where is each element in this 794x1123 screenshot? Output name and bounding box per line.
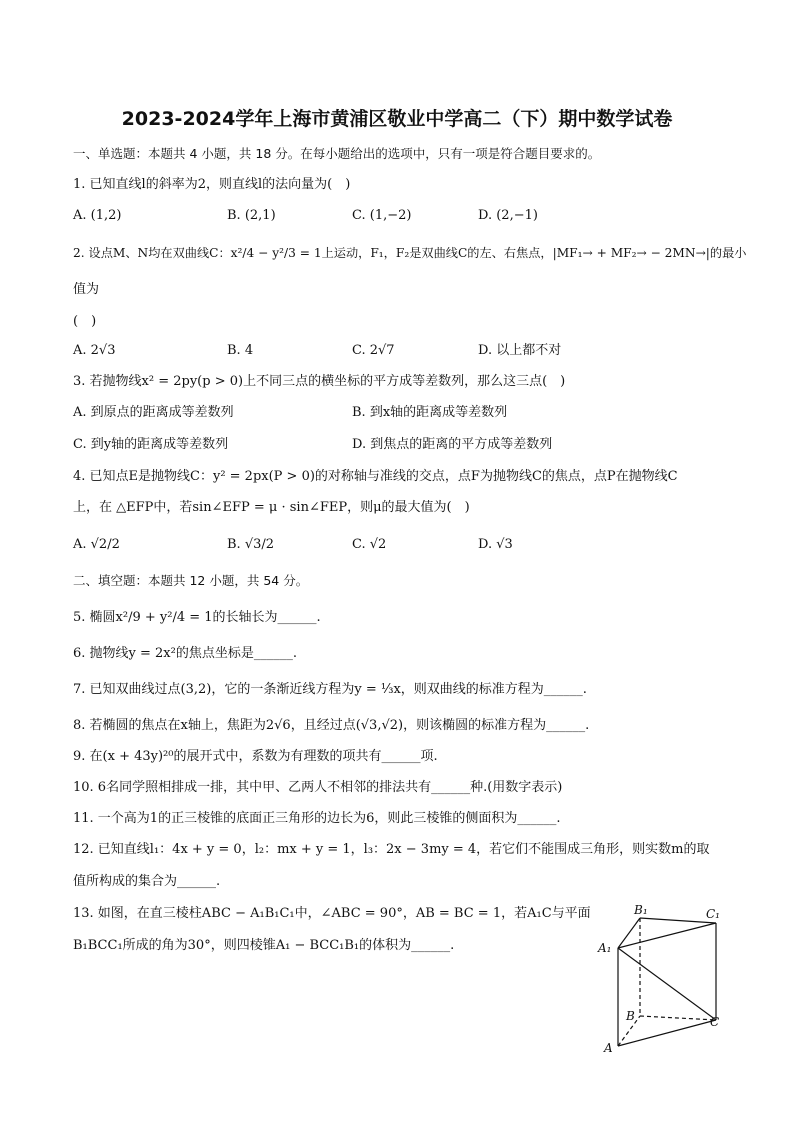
- question-2-stem: 2. 设点M、N均在双曲线C：x²/4 − y²/3 = 1上运动，F₁，F₂是双曲线C的左、右焦点，|MF₁→ + MF₂→ − 2MN→|的最小: [73, 246, 747, 260]
- q3-option-b: B. 到x轴的距离成等差数列: [352, 405, 508, 420]
- question-4-stem-cont: 上，在 △EFP中，若sin∠EFP = μ · sin∠FEP，则μ的最大值为( ): [73, 500, 470, 515]
- label-c1: C₁: [706, 907, 720, 921]
- label-c: C: [710, 1015, 720, 1029]
- question-3-stem: 3. 若抛物线x² = 2py(p > 0)上不同三点的横坐标的平方成等差数列，那么这三点( ): [73, 374, 566, 389]
- q2-option-b: B. 4: [227, 343, 254, 358]
- question-7: 7. 已知双曲线过点(3,2)，它的一条渐近线方程为y = ⅓x，则双曲线的标准方程为______.: [73, 682, 587, 697]
- edge-b1-c1: [640, 918, 716, 923]
- q3-option-a: A. 到原点的距离成等差数列: [73, 405, 234, 420]
- section-heading-fill-in: 二、填空题：本题共 12 小题，共 54 分。: [73, 573, 309, 588]
- section-heading-single-choice: 一、单选题：本题共 4 小题，共 18 分。在每小题给出的选项中，只有一项是符合题目要求的。: [73, 146, 601, 161]
- q4-option-b: B. √3/2: [227, 537, 275, 552]
- q3-option-d: D. 到焦点的距离的平方成等差数列: [352, 437, 553, 452]
- q4-option-d: D. √3: [478, 537, 513, 552]
- prism-figure: [596, 900, 726, 1060]
- label-a1: A₁: [598, 941, 612, 955]
- q4-option-c: C. √2: [352, 537, 387, 552]
- q1-option-a: A. (1,2): [73, 208, 122, 223]
- question-5: 5. 椭圆x²/9 + y²/4 = 1的长轴长为______.: [73, 610, 321, 625]
- question-6: 6. 抛物线y = 2x²的焦点坐标是______.: [73, 646, 297, 661]
- label-a: A: [604, 1041, 613, 1055]
- edge-a-c: [618, 1020, 716, 1046]
- question-10: 10. 6名同学照相排成一排，其中甲、乙两人不相邻的排法共有______种.(用数字表示): [73, 780, 563, 795]
- q3-option-c: C. 到y轴的距离成等差数列: [73, 437, 229, 452]
- q4-option-a: A. √2/2: [73, 537, 120, 552]
- q2-option-a: A. 2√3: [73, 343, 116, 358]
- question-2-stem-cont: 值为: [73, 282, 100, 297]
- question-9: 9. 在(x + 43y)²⁰的展开式中，系数为有理数的项共有______项.: [73, 749, 438, 764]
- question-8: 8. 若椭圆的焦点在x轴上，焦距为2√6，且经过点(√3,√2)，则该椭圆的标准方程为______.: [73, 718, 590, 733]
- question-4-stem: 4. 已知点E是抛物线C：y² = 2px(P > 0)的对称轴与准线的交点，点F为抛物线C的焦点，点P在抛物线C: [73, 469, 678, 484]
- question-13-line-2: B₁BCC₁所成的角为30°，则四棱锥A₁ − BCC₁B₁的体积为______.: [73, 938, 455, 953]
- question-1-stem: 1. 已知直线l的斜率为2，则直线l的法向量为( ): [73, 177, 351, 192]
- edge-a1-c1: [618, 923, 716, 948]
- edge-b-c-hidden: [640, 1016, 716, 1020]
- question-11: 11. 一个高为1的正三棱锥的底面正三角形的边长为6，则此三棱锥的侧面积为______.: [73, 811, 561, 826]
- label-b1: B₁: [634, 903, 648, 917]
- q2-option-d: D. 以上都不对: [478, 343, 562, 358]
- question-12-line-1: 12. 已知直线l₁：4x + y = 0，l₂：mx + y = 1，l₃：2x − 3my = 4，若它们不能围成三角形，则实数m的取: [73, 842, 710, 857]
- question-2-paren: ( ): [73, 314, 97, 329]
- q1-option-c: C. (1,−2): [352, 208, 412, 223]
- question-12-line-2: 值所构成的集合为______.: [73, 874, 221, 889]
- label-b: B: [626, 1009, 635, 1023]
- q1-option-b: B. (2,1): [227, 208, 276, 223]
- q1-option-d: D. (2,−1): [478, 208, 538, 223]
- question-13-line-1: 13. 如图，在直三棱柱ABC − A₁B₁C₁中，∠ABC = 90°，AB = BC = 1，若A₁C与平面: [73, 906, 591, 921]
- q2-option-c: C. 2√7: [352, 343, 395, 358]
- page-title: 2023-2024学年上海市黄浦区敬业中学高二（下）期中数学试卷: [121, 108, 673, 130]
